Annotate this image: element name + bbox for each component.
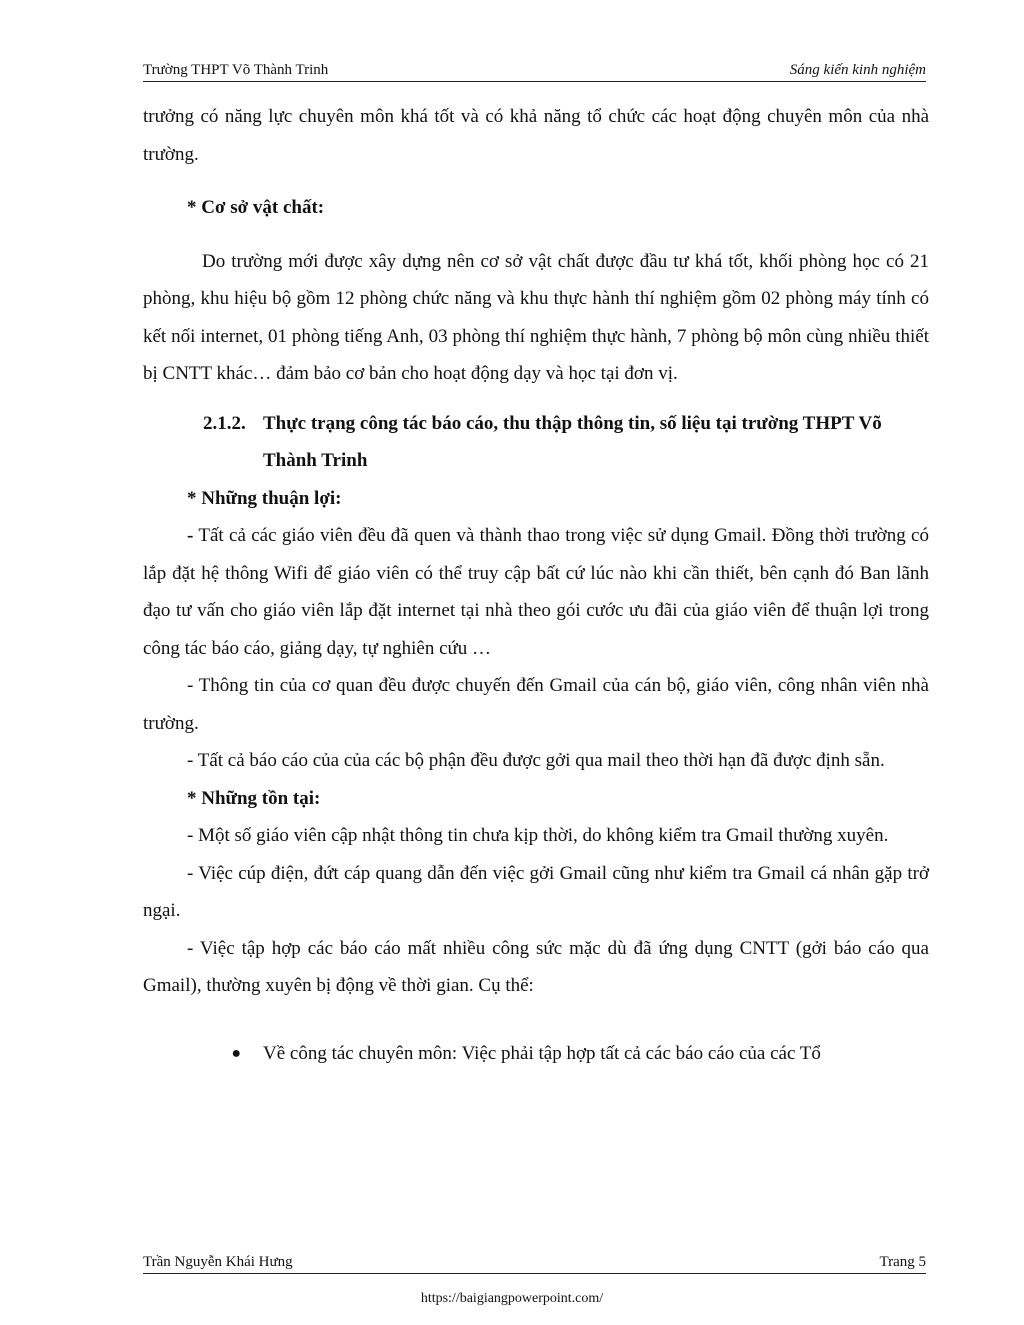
limitation-item: - Việc tập hợp các báo cáo mất nhiều công sức mặc dù đã ứng dụng CNTT (gởi báo cáo qua Gmail), thường xuyên bị động về thời gian. Cụ thể: bbox=[143, 937, 929, 996]
advantage-item bbox=[143, 517, 929, 667]
limitation-item: - Việc cúp điện, đứt cáp quang dẫn đến việc gởi Gmail cũng như kiểm tra Gmail cá nhân gặp trở ngại. bbox=[143, 862, 929, 921]
limitation-item: - Một số giáo viên cập nhật thông tin chưa kịp thời, do không kiểm tra Gmail thường xuyên. bbox=[187, 825, 889, 846]
header-school: Trường THPT Võ Thành Trinh bbox=[143, 62, 329, 78]
advantage-item: - Thông tin của cơ quan đều được chuyến đến Gmail của cán bộ, giáo viên, công nhân viên nhà trường. bbox=[143, 675, 929, 734]
heading-limitations: * Những tồn tại: bbox=[187, 787, 321, 809]
paragraph-facilities: Do trường mới được xây dựng nên cơ sở vật chất được đầu tư khá tốt, khối phòng học có 21 phòng, khu hiệu bộ gồm 12 phòng chức năng và khu thực hành thí nghiệm gồm 02 phòng máy tính có kết nối internet, 01 phòng tiếng Anh, 03 phòng thí nghiệm thực hành, 7 phòng bộ môn cùng nhiều thiết bị CNTT khác… đảm bảo cơ bản cho hoạt động dạy và học tại đơn vị. bbox=[143, 250, 929, 384]
bullet-item bbox=[143, 1035, 929, 1073]
footer-page-number: Trang 5 bbox=[879, 1254, 926, 1270]
advantage-item: - Tất cả báo cáo của của các bộ phận đều được gởi qua mail theo thời hạn đã được định sẵn. bbox=[187, 750, 885, 771]
section-heading bbox=[143, 405, 929, 480]
heading-advantages: * Những thuận lợi: bbox=[187, 487, 342, 509]
advantage-text: Tất cả các giáo viên đều đã quen và thành thao trong việc sử dụng Gmail. Đồng thời trường có lắp đặt hệ thông Wifi để giáo viên có thể truy cập bất cứ lúc nào khi cần thiết, bên cạnh đó Ban lãnh đạo tư vấn cho giáo viên lắp đặt internet tại nhà theo gói cước ưu đãi của giáo viên để thuận lợi trong công tác báo cáo, giảng dạy, tự nghiên cứu … bbox=[143, 525, 929, 659]
source-url: https://baigiangpowerpoint.com/ bbox=[420, 1291, 604, 1306]
footer-author: Trần Nguyễn Khái Hưng bbox=[143, 1254, 293, 1270]
page-footer bbox=[143, 1253, 926, 1274]
page-header bbox=[143, 60, 926, 82]
section-number: 2.1.2. bbox=[203, 412, 246, 434]
page-content bbox=[143, 98, 929, 1072]
heading-facilities: * Cơ sở vật chất: bbox=[187, 197, 325, 218]
header-doc-type: Sáng kiến kinh nghiệm bbox=[789, 62, 926, 78]
bullet-text: Về công tác chuyên môn: Việc phải tập hợp tất cả các báo cáo của các Tổ bbox=[263, 1042, 821, 1064]
bullet-dot-icon: ● bbox=[231, 1044, 241, 1062]
advantage-dash: - bbox=[187, 525, 194, 546]
section-title: Thực trạng công tác báo cáo, thu thập thông tin, số liệu tại trường THPT Võ Thành Trinh bbox=[263, 412, 882, 471]
paragraph-intro: trưởng có năng lực chuyên môn khá tốt và có khả năng tổ chức các hoạt động chuyên môn của nhà trường. bbox=[143, 106, 929, 165]
